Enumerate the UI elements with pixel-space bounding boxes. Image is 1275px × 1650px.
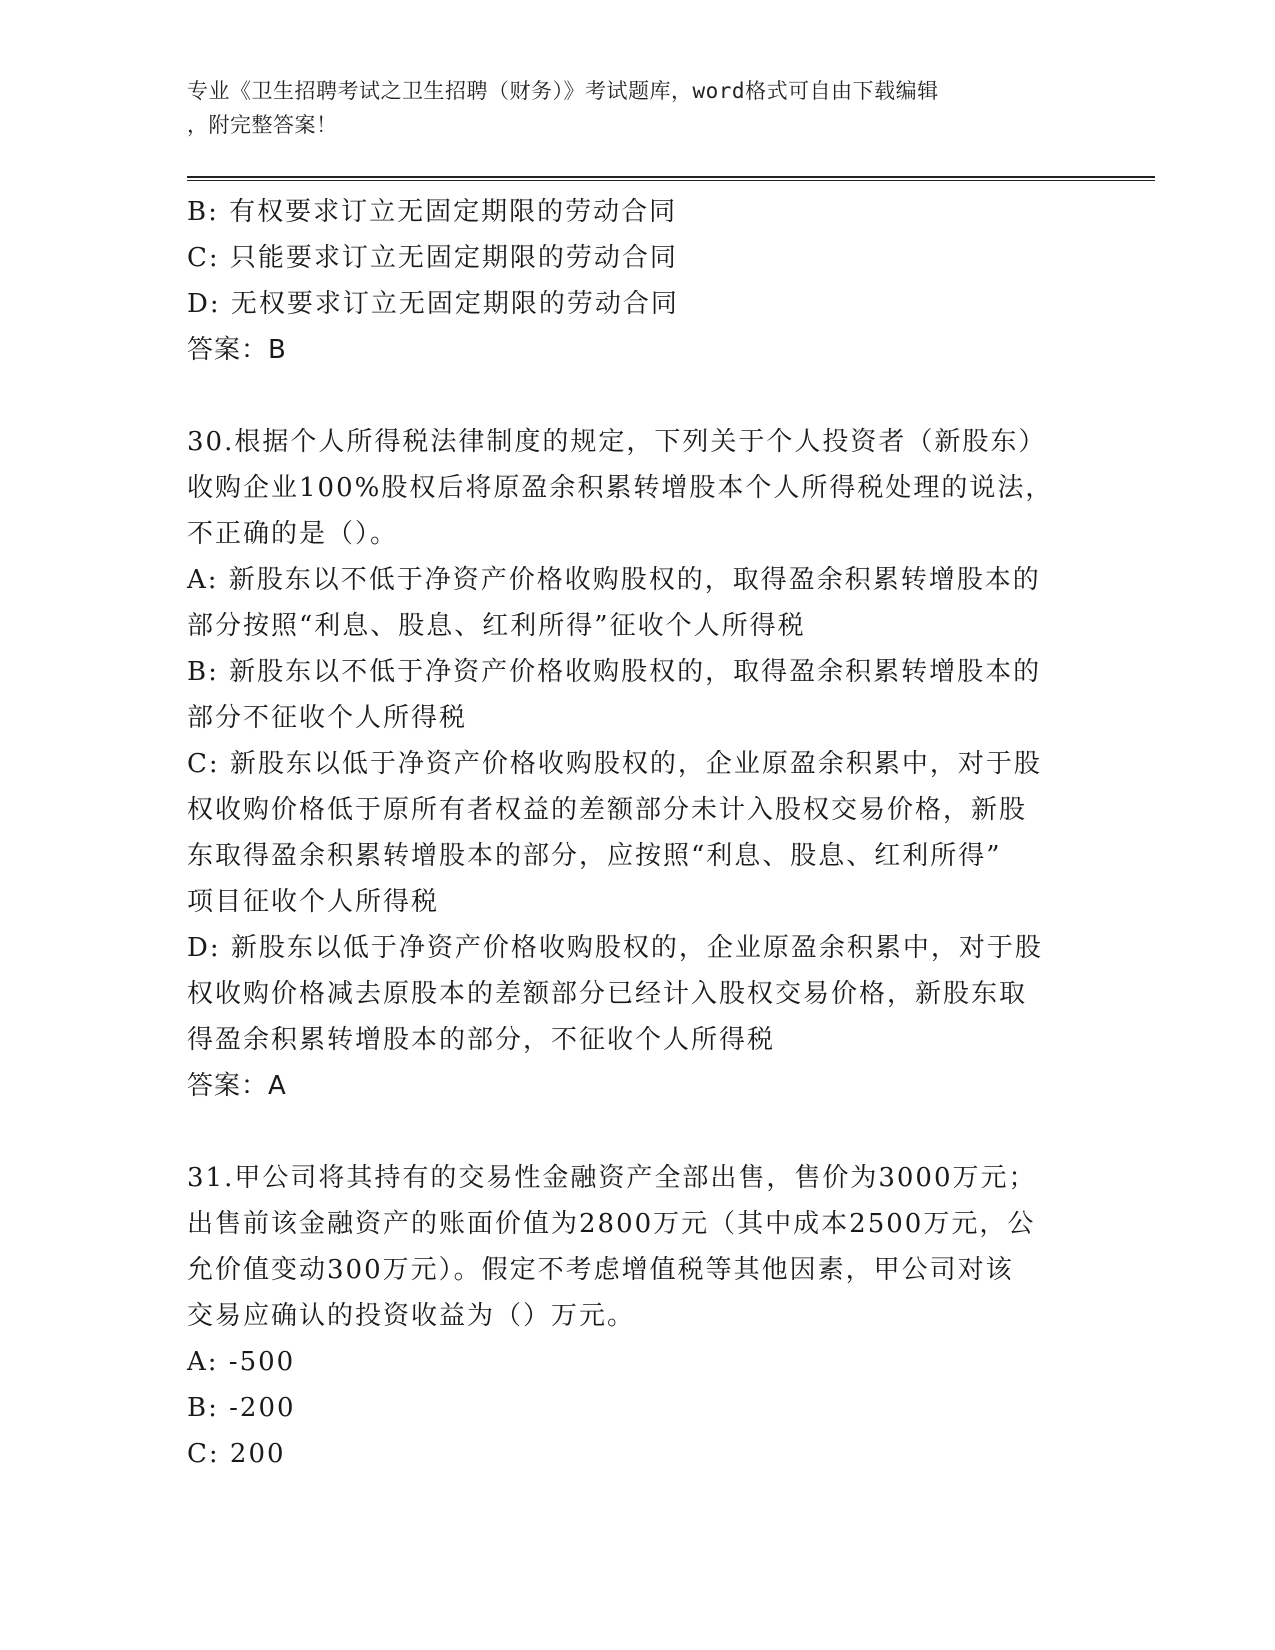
header-line-2: ，附完整答案！ bbox=[187, 113, 338, 137]
question-stem-line: 不正确的是（）。 bbox=[187, 519, 399, 549]
option-b: B: -200 bbox=[187, 1393, 296, 1423]
option-c-cont: 权收购价格低于原所有者权益的差额部分未计入股权交易价格，新股 bbox=[187, 795, 1028, 825]
option-d-cont: 得盈余积累转增股本的部分，不征收个人所得税 bbox=[187, 1025, 776, 1055]
option-c-cont: 项目征收个人所得税 bbox=[187, 887, 440, 917]
question-stem-line: 31.甲公司将其持有的交易性金融资产全部出售，售价为3000万元； bbox=[187, 1163, 1037, 1193]
option-a: A: -500 bbox=[187, 1347, 296, 1377]
question-stem-line: 30.根据个人所得税法律制度的规定，下列关于个人投资者（新股东） bbox=[187, 427, 1047, 457]
header-divider bbox=[187, 176, 1155, 181]
question-stem-line: 交易应确认的投资收益为（）万元。 bbox=[187, 1301, 636, 1331]
option-a-cont: 部分按照“利息、股息、红利所得”征收个人所得税 bbox=[187, 611, 806, 641]
option-d-cont: 权收购价格减去原股本的差额部分已经计入股权交易价格，新股东取 bbox=[187, 979, 1028, 1009]
header-line-1: 专业《卫生招聘考试之卫生招聘（财务）》考试题库，word格式可自由下载编辑 bbox=[187, 79, 939, 103]
document-body bbox=[187, 189, 1087, 1477]
previous-question-tail bbox=[187, 189, 1087, 373]
option-b: B: 有权要求订立无固定期限的劳动合同 bbox=[187, 197, 678, 227]
option-c: C: 只能要求订立无固定期限的劳动合同 bbox=[187, 243, 678, 273]
answer-label: 答案：B bbox=[187, 335, 287, 365]
question-30 bbox=[187, 419, 1087, 1109]
document-header bbox=[187, 74, 1067, 142]
question-stem-line: 允价值变动300万元）。假定不考虑增值税等其他因素，甲公司对该 bbox=[187, 1255, 1014, 1285]
option-c: C: 200 bbox=[187, 1439, 286, 1469]
spacer bbox=[187, 1109, 1087, 1155]
option-a: A: 新股东以不低于净资产价格收购股权的，取得盈余积累转增股本的 bbox=[187, 565, 1041, 595]
option-c-cont: 东取得盈余积累转增股本的部分，应按照“利息、股息、红利所得” bbox=[187, 841, 1002, 871]
spacer bbox=[187, 373, 1087, 419]
question-stem-line: 出售前该金融资产的账面价值为2800万元（其中成本2500万元，公 bbox=[187, 1209, 1036, 1239]
option-b: B: 新股东以不低于净资产价格收购股权的，取得盈余积累转增股本的 bbox=[187, 657, 1042, 687]
option-c: C: 新股东以低于净资产价格收购股权的，企业原盈余积累中，对于股 bbox=[187, 749, 1042, 779]
option-d: D: 无权要求订立无固定期限的劳动合同 bbox=[187, 289, 679, 319]
question-31 bbox=[187, 1155, 1087, 1477]
answer-label: 答案：A bbox=[187, 1071, 287, 1101]
question-stem-line: 收购企业100%股权后将原盈余积累转增股本个人所得税处理的说法， bbox=[187, 473, 1054, 503]
option-d: D: 新股东以低于净资产价格收购股权的，企业原盈余积累中，对于股 bbox=[187, 933, 1043, 963]
option-b-cont: 部分不征收个人所得税 bbox=[187, 703, 468, 733]
